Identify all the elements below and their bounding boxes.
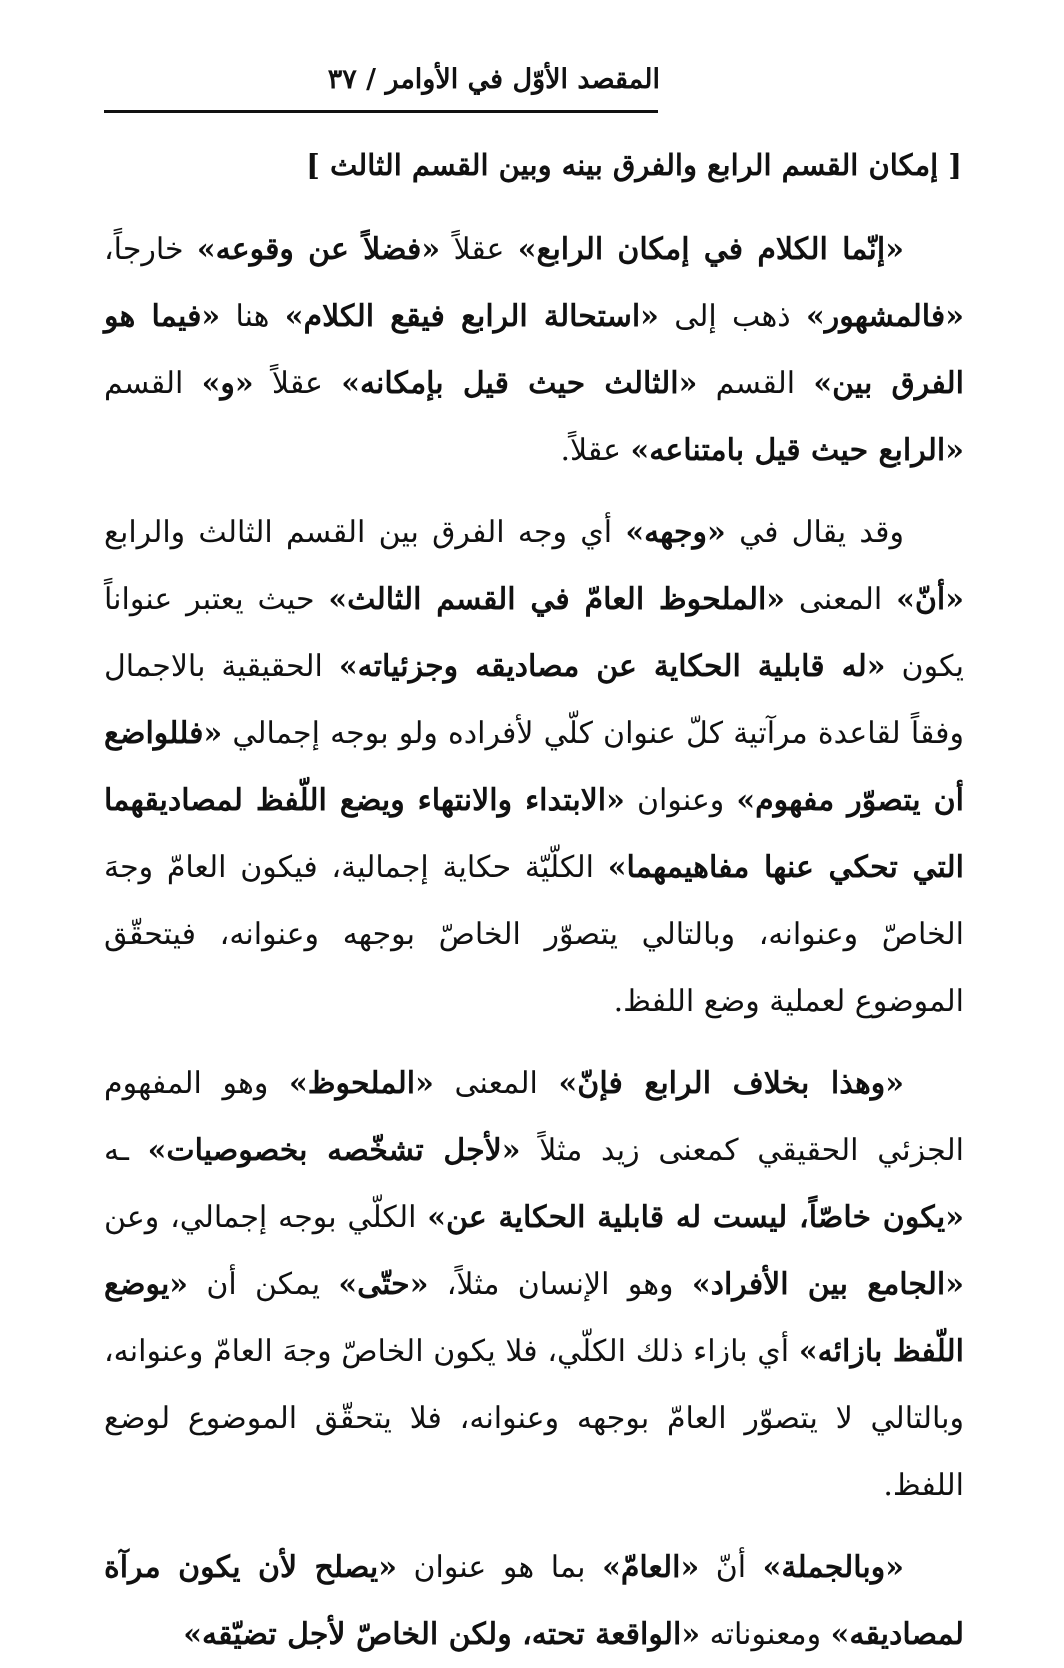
text-segment: «أنّ» [896, 582, 965, 617]
text-segment: «فللواضع أن يتصوّر مفهوم» [104, 716, 964, 818]
text-segment: «الابتداء والانتهاء ويضع اللّفظ لمصاديقهما التي تحكي عنها مفاهيمهما» [104, 783, 964, 885]
text-segment: عقلاً [440, 232, 518, 267]
text-segment: «وبالجملة» [762, 1550, 904, 1585]
text-segment: «فالمشهور» [805, 299, 964, 334]
text-segment: «له قابلية الحكاية عن مصاديقه وجزئياته» [338, 649, 886, 684]
text-segment: المعنى [433, 1066, 559, 1101]
header-rule [104, 110, 658, 113]
text-segment: «الملحوظ» [289, 1066, 434, 1101]
text-segment: «الثالث حيث قيل بإمكانه» [341, 366, 698, 401]
paragraph-3 [104, 1050, 964, 1519]
text-segment: خارجاً، [104, 232, 197, 267]
text-segment: وهو المفهوم الجزئي الحقيقي كمعنى زيد مثلاً [104, 1066, 964, 1168]
text-segment: «و» [201, 366, 254, 401]
text-segment: «إنّما الكلام في إمكان الرابع» [517, 232, 904, 267]
text-segment: «يصلح لأن يكون مرآة لمصاديقه» [104, 1550, 964, 1652]
paragraph-1 [104, 216, 964, 484]
text-segment: ومعنوناته [700, 1617, 831, 1652]
text-segment: وهو الإنسان مثلاً، [428, 1267, 692, 1302]
paragraph-2 [104, 499, 964, 1035]
text-segment: عقلاً. [560, 433, 631, 468]
text-segment: «حتّى» [338, 1267, 429, 1302]
text-segment: حيث يعتبر عنواناً يكون [104, 582, 965, 684]
text-segment: «الرابع حيث قيل بامتناعه» [630, 433, 964, 468]
text-segment: «الملحوظ العامّ في القسم الثالث» [328, 582, 786, 617]
text-segment: القسم [697, 366, 814, 401]
paragraph-4 [104, 1534, 964, 1668]
text-segment: «الجامع بين الأفراد» [691, 1267, 964, 1302]
text-segment: ـه [104, 1133, 148, 1168]
text-segment: «لأجل تشخّصه بخصوصيات» [147, 1133, 521, 1168]
text-segment: القسم [104, 366, 202, 401]
text-segment: هنا [220, 299, 285, 334]
text-segment: وعنوان [624, 783, 737, 818]
text-segment: «استحالة الرابع فيقع الكلام» [284, 299, 659, 334]
text-segment: «الواقعة تحته، ولكن الخاصّ لأجل تضيّقه» [183, 1617, 701, 1652]
text-segment: بما هو عنوان [396, 1550, 603, 1585]
text-segment: عقلاً [253, 366, 342, 401]
text-segment: «يوضع اللّفظ بازائه» [104, 1267, 964, 1369]
text-segment: «وجهه» [625, 515, 726, 550]
text-segment: الحقيقية بالاجمال وفقاً لقاعدة مرآتية كلّ عنوان كلّي لأفراده ولو بوجه إجمالي [104, 649, 964, 751]
body-text [104, 216, 965, 1652]
text-segment: «العامّ» [602, 1550, 700, 1585]
text-segment: الكلّي بوجه إجمالي، وعن [104, 1200, 428, 1235]
text-segment: الكلّيّة حكاية إجمالية، فيكون العامّ وجهَ الخاصّ وعنوانه، وبالتالي يتصوّر الخاصّ بوجهه وعنوانه، فيتحقّق الموضوع لعملية وضع اللفظ. [104, 850, 964, 1019]
text-segment: المعنى [785, 582, 897, 617]
running-header: المقصد الأوّل في الأوامر / ٣٧ [327, 64, 660, 95]
text-segment: أي بازاء ذلك الكلّي، فلا يكون الخاصّ وجهَ العامّ وعنوانه، وبالتالي لا يتصوّر العامّ بوجهه وعنوانه، فلا يتحقّق الموضوع لوضع اللفظ. [104, 1334, 965, 1503]
text-segment: «فضلاً عن وقوعه» [196, 232, 441, 267]
section-heading: [ إمكان القسم الرابع والفرق بينه وبين القسم الثالث ] [306, 148, 962, 182]
text-segment: «فيما هو الفرق بين» [104, 299, 964, 401]
text-segment: ذهب إلى [658, 299, 806, 334]
text-segment: أنّ [699, 1550, 763, 1585]
text-segment: وقد يقال في [725, 515, 904, 550]
text-segment: «وهذا بخلاف الرابع فإنّ» [558, 1066, 905, 1101]
text-segment: «يكون خاصّاً، ليست له قابلية الحكاية عن» [427, 1200, 964, 1235]
text-segment: أي وجه الفرق بين القسم الثالث والرابع [104, 515, 626, 550]
text-segment: يمكن أن [188, 1267, 339, 1302]
